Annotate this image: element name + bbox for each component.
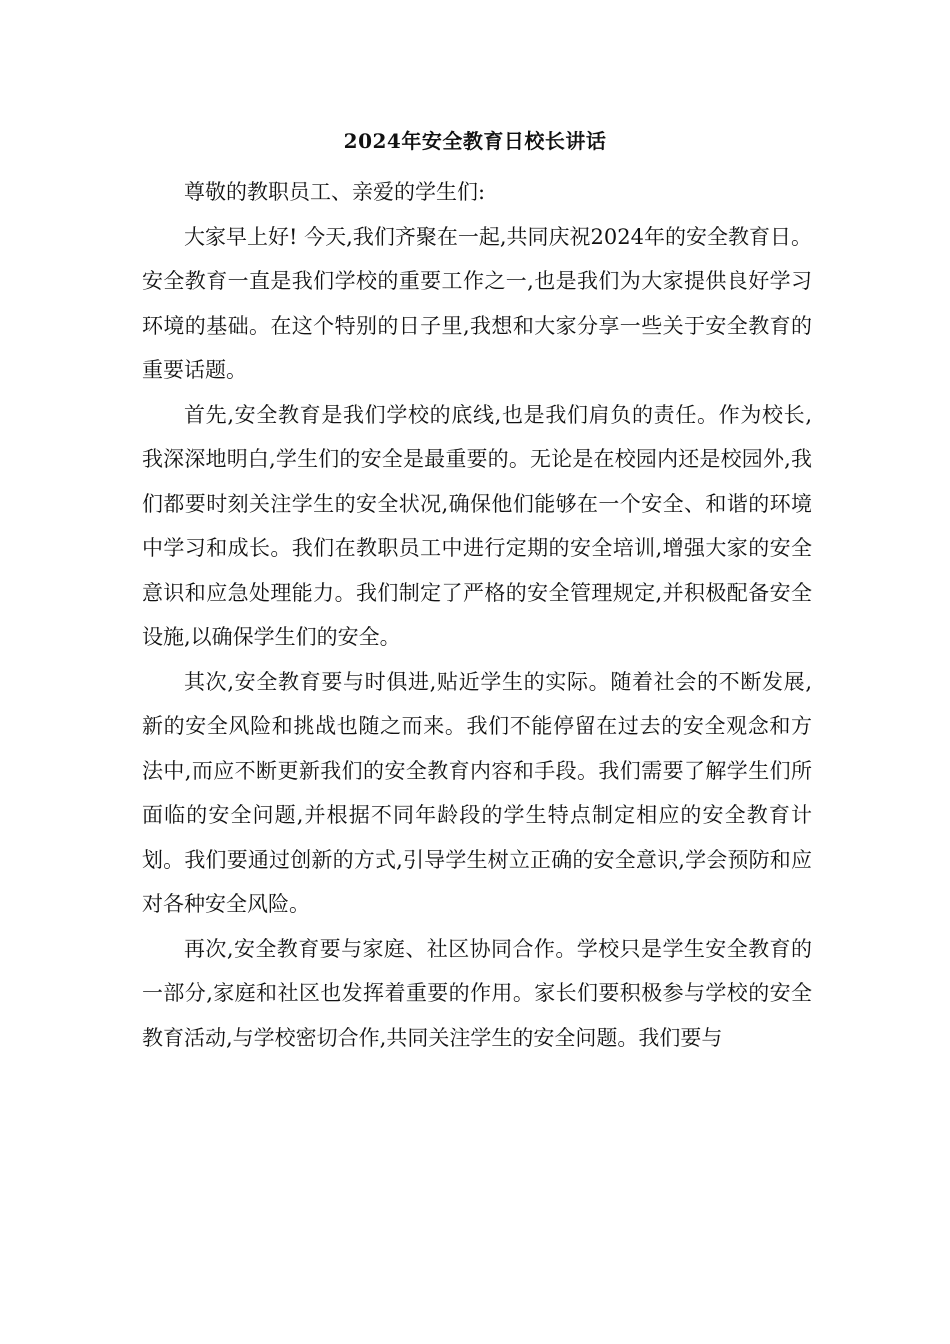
paragraph-greeting: 大家早上好! 今天,我们齐聚在一起,共同庆祝2024年的安全教育日。安全教育一直是我们学校的重要工作之一,也是我们为大家提供良好学习环境的基础。在这个特别的日子里,我想和大家分享一些关于安全教育的重要话题。 [142, 224, 812, 382]
paragraph-third-point: 再次,安全教育要与家庭、社区协同合作。学校只是学生安全教育的一部分,家庭和社区也发挥着重要的作用。家长们要积极参与学校的安全教育活动,与学校密切合作,共同关注学生的安全问题。我们要与 [142, 936, 812, 1050]
paragraph-second-point: 其次,安全教育要与时俱进,贴近学生的实际。随着社会的不断发展,新的安全风险和挑战也随之而来。我们不能停留在过去的安全观念和方法中,而应不断更新我们的安全教育内容和手段。我们需要了解学生们所面临的安全问题,并根据不同年龄段的学生特点制定相应的安全教育计划。我们要通过创新的方式,引导学生树立正确的安全意识,学会预防和应对各种安全风险。 [142, 669, 812, 916]
document-body [142, 170, 812, 1060]
paragraph-first-point: 首先,安全教育是我们学校的底线,也是我们肩负的责任。作为校长,我深深地明白,学生们的安全是最重要的。无论是在校园内还是校园外,我们都要时刻关注学生的安全状况,确保他们能够在一个安全、和谐的环境中学习和成长。我们在教职员工中进行定期的安全培训,增强大家的安全意识和应急处理能力。我们制定了严格的安全管理规定,并积极配备安全设施,以确保学生们的安全。 [142, 402, 812, 649]
salutation: 尊敬的教职员工、亲爱的学生们: [184, 180, 486, 204]
document-title: 2024年安全教育日校长讲话 [343, 129, 607, 153]
